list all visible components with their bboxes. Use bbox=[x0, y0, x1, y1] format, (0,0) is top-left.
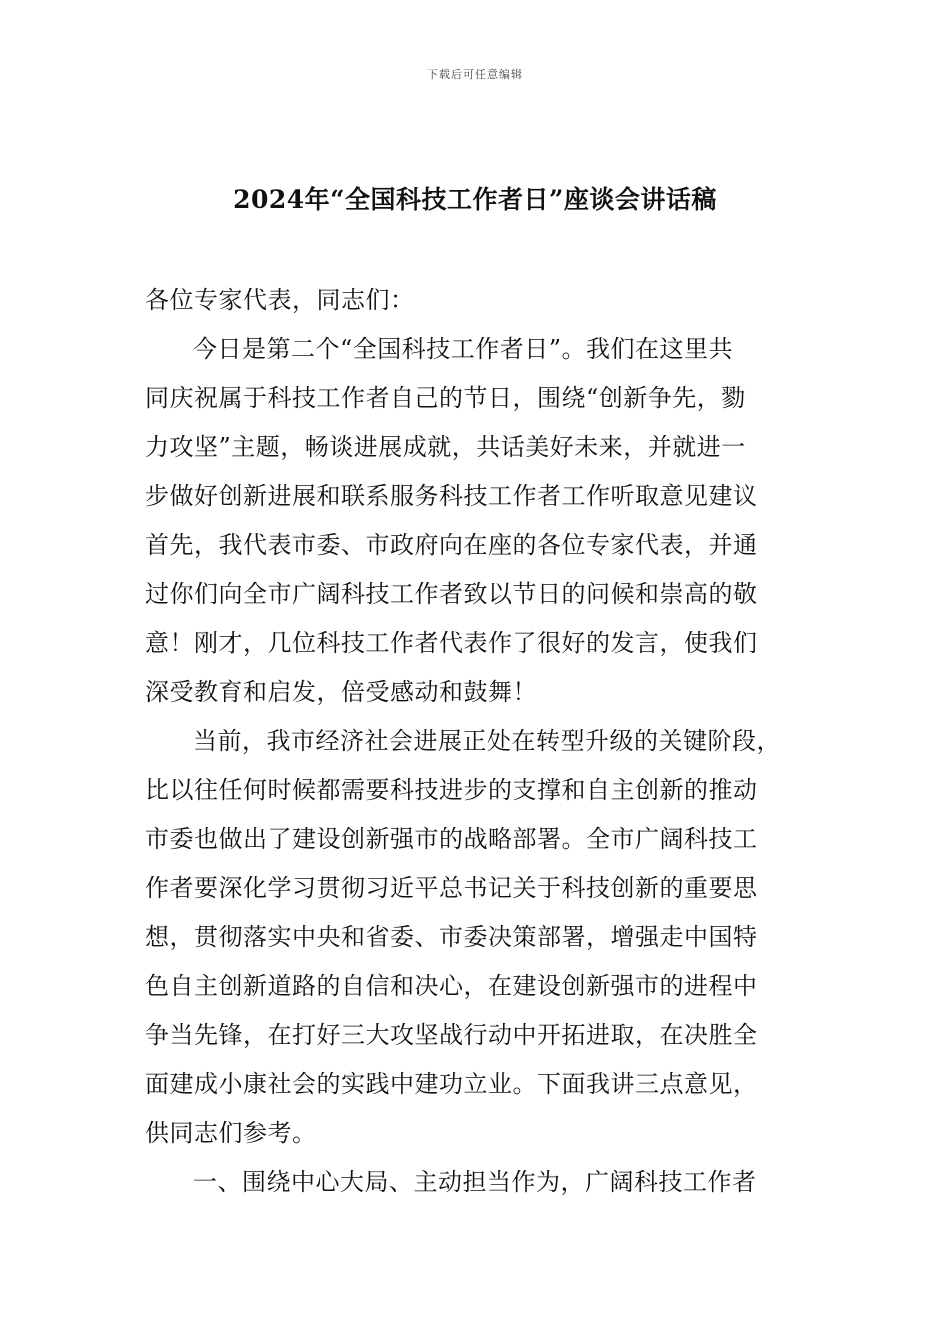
paragraph-line: 今日是第二个“全国科技工作者日”。我们在这里共 bbox=[193, 335, 734, 363]
paragraph-line: 意！刚才，几位科技工作者代表作了很好的发言，使我们 bbox=[145, 629, 758, 657]
paragraph-line: 争当先锋，在打好三大攻坚战行动中开拓进取，在决胜全 bbox=[145, 1021, 758, 1049]
paragraph-line: 过你们向全市广阔科技工作者致以节日的问候和崇高的敬 bbox=[145, 580, 758, 608]
paragraph-line: 比以往任何时候都需要科技进步的支撑和自主创新的推动 bbox=[145, 776, 758, 804]
paragraph-line: 首先，我代表市委、市政府向在座的各位专家代表，并通 bbox=[145, 531, 758, 559]
document-body bbox=[145, 276, 835, 1207]
salutation-line: 各位专家代表，同志们： bbox=[145, 286, 415, 314]
paragraph-line: 深受教育和启发，倍受感动和鼓舞！ bbox=[145, 678, 537, 706]
document-title: 2024年“全国科技工作者日”座谈会讲话稿 bbox=[233, 185, 717, 214]
section-heading-line: 一、围绕中心大局、主动担当作为，广阔科技工作者 bbox=[193, 1168, 757, 1196]
paragraph-line: 面建成小康社会的实践中建功立业。下面我讲三点意见， bbox=[145, 1070, 758, 1098]
paragraph-line: 供同志们参考。 bbox=[145, 1119, 317, 1147]
header-note: 下载后可任意编辑 bbox=[427, 68, 523, 81]
paragraph-line: 作者要深化学习贯彻习近平总书记关于科技创新的重要思 bbox=[145, 874, 758, 902]
paragraph-line: 当前，我市经济社会进展正处在转型升级的关键阶段， bbox=[193, 727, 781, 755]
paragraph-line: 同庆祝属于科技工作者自己的节日，围绕“创新争先，勠 bbox=[145, 384, 746, 412]
paragraph-line: 步做好创新进展和联系服务科技工作者工作听取意见建议 bbox=[145, 482, 758, 510]
paragraph-line: 市委也做出了建设创新强市的战略部署。全市广阔科技工 bbox=[145, 825, 758, 853]
paragraph-line: 想，贯彻落实中央和省委、市委决策部署，增强走中国特 bbox=[145, 923, 758, 951]
paragraph-line: 力攻坚”主题，畅谈进展成就，共话美好未来，并就进一 bbox=[145, 433, 746, 461]
paragraph-line: 色自主创新道路的自信和决心，在建设创新强市的进程中 bbox=[145, 972, 758, 1000]
